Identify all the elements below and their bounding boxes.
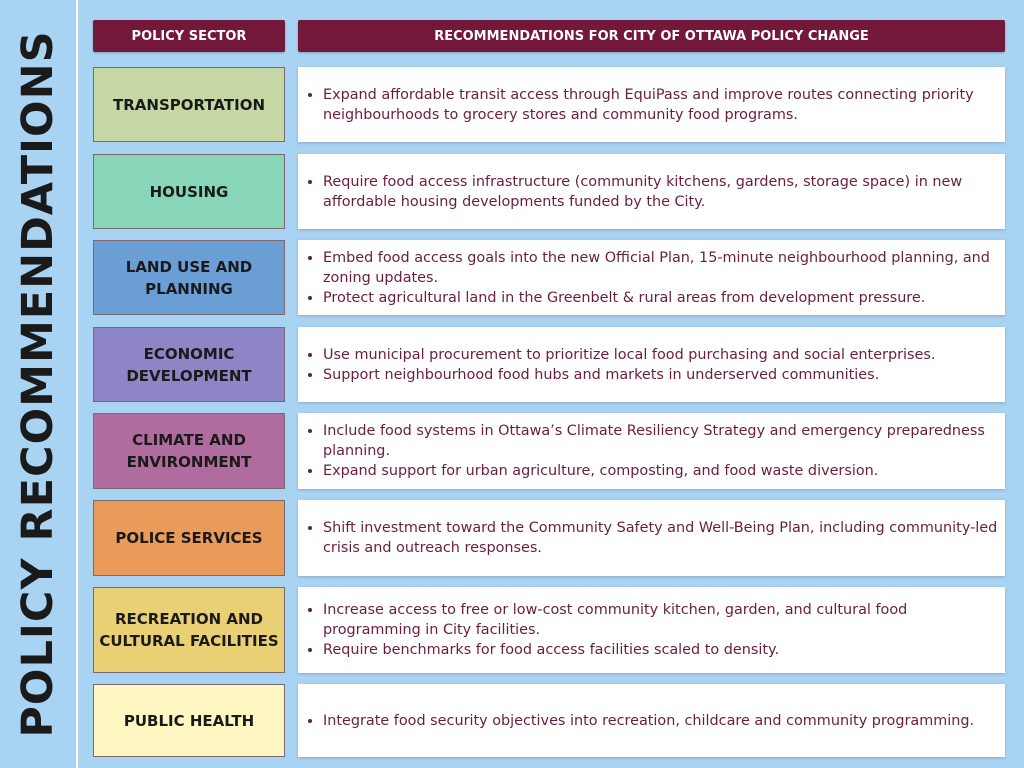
header-policy-sector: POLICY SECTOR bbox=[93, 20, 285, 52]
sector-climate-and-environment bbox=[93, 413, 285, 489]
recommendation-police-services bbox=[298, 500, 1005, 576]
recommendation-list bbox=[306, 600, 1001, 660]
recommendation-recreation bbox=[298, 587, 1005, 673]
recommendation-climate bbox=[298, 413, 1005, 489]
header-recommendations: RECOMMENDATIONS FOR CITY OF OTTAWA POLICY CHANGE bbox=[298, 20, 1005, 52]
recommendation-item: • Include food systems in Ottawa’s Climate Resiliency Strategy and emergency preparedness planning. bbox=[323, 421, 1001, 461]
sector-label: RECREATION AND CULTURAL FACILITIES bbox=[99, 610, 279, 650]
recommendation-item: • Expand affordable transit access through EquiPass and improve routes connecting priority neighbourhoods to grocery stores and community food programs. bbox=[323, 85, 1001, 125]
recommendation-item: • Shift investment toward the Community Safety and Well-Being Plan, including community-led crisis and outreach responses. bbox=[323, 518, 1001, 558]
sector-transportation bbox=[93, 67, 285, 142]
recommendation-item: • Use municipal procurement to prioritize local food purchasing and social enterprises. bbox=[323, 345, 1001, 365]
recommendation-item: • Increase access to free or low-cost community kitchen, garden, and cultural food programming in City facilities. bbox=[323, 600, 1001, 640]
recommendation-list bbox=[306, 518, 1001, 558]
sector-economic-development bbox=[93, 327, 285, 402]
recommendation-list bbox=[306, 248, 1001, 308]
recommendation-item: • Require benchmarks for food access facilities scaled to density. bbox=[323, 640, 1001, 660]
sector-label: POLICE SERVICES bbox=[115, 529, 263, 547]
sector-label: TRANSPORTATION bbox=[113, 95, 265, 114]
recommendation-item: • Expand support for urban agriculture, composting, and food waste diversion. bbox=[323, 461, 1001, 481]
recommendation-item: • Protect agricultural land in the Greenbelt & rural areas from development pressure. bbox=[323, 288, 1001, 308]
sector-label: LAND USE AND PLANNING bbox=[125, 257, 253, 298]
recommendation-item: • Integrate food security objectives into recreation, childcare and community programming. bbox=[323, 711, 1001, 731]
sector-police-services bbox=[93, 500, 285, 576]
recommendation-list bbox=[306, 85, 1001, 125]
sector-label: ECONOMIC DEVELOPMENT bbox=[126, 344, 252, 385]
page-title: POLICY RECOMMENDATIONS bbox=[13, 30, 63, 738]
recommendation-list bbox=[306, 421, 1001, 481]
recommendation-list bbox=[306, 172, 1001, 212]
recommendation-item: • Support neighbourhood food hubs and markets in underserved communities. bbox=[323, 365, 1001, 385]
sector-label: HOUSING bbox=[149, 182, 229, 201]
page-title-sidebar bbox=[0, 0, 76, 768]
recommendation-transportation bbox=[298, 67, 1005, 142]
recommendation-item: • Embed food access goals into the new Official Plan, 15-minute neighbourhood planning, and zoning updates. bbox=[323, 248, 1001, 288]
recommendation-housing bbox=[298, 154, 1005, 229]
sector-recreation-and-cultural-facilities bbox=[93, 587, 285, 673]
recommendation-item: • Require food access infrastructure (community kitchens, gardens, storage space) in new affordable housing developments funded by the City. bbox=[323, 172, 1001, 212]
sector-public-health bbox=[93, 684, 285, 757]
recommendation-list bbox=[306, 345, 1001, 385]
recommendation-economic-development bbox=[298, 327, 1005, 402]
recommendation-list bbox=[306, 711, 1001, 731]
sector-housing bbox=[93, 154, 285, 229]
recommendation-public-health bbox=[298, 684, 1005, 757]
sector-label: PUBLIC HEALTH bbox=[123, 711, 255, 730]
recommendation-land-use bbox=[298, 240, 1005, 315]
sector-land-use-and-planning bbox=[93, 240, 285, 315]
sidebar-divider bbox=[76, 0, 78, 768]
sector-label: CLIMATE AND ENVIRONMENT bbox=[126, 431, 252, 471]
